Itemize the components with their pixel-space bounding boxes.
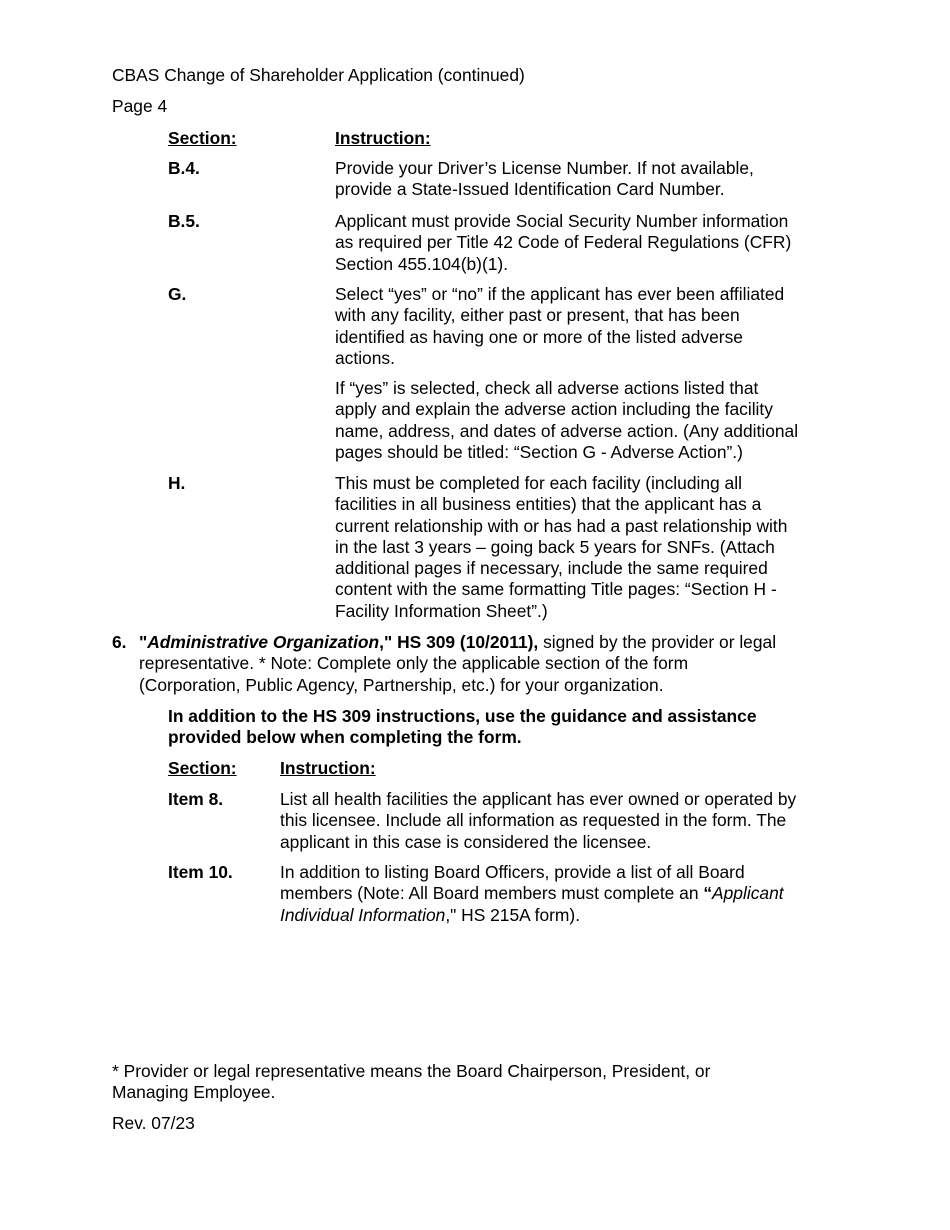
item-6-line3: (Corporation, Public Agency, Partnership, etc.) for your organization. [139, 674, 664, 695]
table1-instruction-g [335, 284, 784, 369]
table1-section-b4: B.4. [168, 158, 200, 178]
instruction-line: additional pages if necessary, include the same required [335, 558, 768, 579]
footnote-line: Managing Employee. [112, 1082, 276, 1103]
instruction-line: as required per Title 42 Code of Federal Regulations (CFR) [335, 232, 792, 253]
instruction-line: facilities in all business entities) that the applicant has a [335, 494, 762, 515]
instruction-line: name, address, and dates of adverse action. (Any additional [335, 420, 799, 441]
form-code: ," HS 309 (10/2011), [379, 632, 539, 652]
instruction-line: actions. [335, 347, 395, 368]
table2-instruction-header: Instruction: [280, 758, 376, 778]
instruction-line: This must be completed for each facility (including all [335, 473, 742, 493]
table2-item-10-label: Item 10. [168, 862, 233, 882]
item-10-line3-text: ," HS 215A form). [445, 904, 581, 925]
instruction-line: List all health facilities the applicant has ever owned or operated by [280, 789, 797, 809]
instruction-line: Select “yes” or “no” if the applicant has ever been affiliated [335, 284, 785, 304]
instruction-line: Facility Information Sheet”.) [335, 600, 548, 621]
form-name: Administrative Organization [147, 632, 380, 652]
instruction-line: apply and explain the adverse action including the facility [335, 399, 773, 420]
instruction-line: this licensee. Include all information as requested in the form. The [280, 810, 787, 831]
item-6-line2: representative. * Note: Complete only the applicable section of the form [139, 653, 689, 674]
item-6-line1 [139, 632, 776, 653]
instruction-line [280, 905, 784, 926]
table1-instruction-header: Instruction: [335, 128, 431, 148]
revision-date: Rev. 07/23 [112, 1113, 195, 1133]
instruction-line: In addition to listing Board Officers, provide a list of all Board [280, 862, 745, 882]
table1-instruction-h [335, 473, 787, 622]
guidance-line: provided below when completing the form. [168, 727, 522, 748]
table2-item-8-label: Item 8. [168, 789, 224, 809]
document-title: CBAS Change of Shareholder Application (continued) [112, 65, 525, 85]
table2-item-8-instruction [280, 789, 796, 853]
instruction-line: If “yes” is selected, check all adverse actions listed that [335, 378, 759, 398]
table1-instruction-g-continued [335, 378, 798, 463]
instruction-line: current relationship with or has had a past relationship with [335, 515, 788, 536]
table2-section-header: Section: [168, 758, 237, 778]
guidance-line: In addition to the HS 309 instructions, use the guidance and assistance [168, 706, 757, 726]
instruction-line: with any facility, either past or present, that has been [335, 305, 740, 326]
table1-instruction-b4 [335, 158, 754, 201]
instruction-line [280, 883, 784, 904]
footnote [112, 1061, 710, 1104]
table1-section-g: G. [168, 284, 187, 304]
quote-open: " [139, 632, 148, 652]
instruction-line: identified as having one or more of the listed adverse [335, 326, 743, 347]
table1-section-h: H. [168, 473, 186, 493]
instruction-line: pages should be titled: “Section G - Adverse Action”.) [335, 441, 743, 462]
instruction-line: Provide your Driver’s License Number. If not available, [335, 158, 754, 178]
guidance-text [168, 706, 757, 749]
instruction-line: content with the same formatting Title pages: “Section H - [335, 579, 777, 600]
instruction-line: applicant in this case is considered the licensee. [280, 831, 652, 852]
item-6-number: 6. [112, 632, 127, 652]
page-number: Page 4 [112, 96, 168, 116]
table2-item-10-instruction [280, 862, 784, 926]
item-10-quote: “ [703, 883, 713, 904]
table1-instruction-b5 [335, 211, 791, 275]
item-6-line1-rest: signed by the provider or legal [538, 632, 777, 652]
table1-section-b5: B.5. [168, 211, 200, 231]
instruction-line: Section 455.104(b)(1). [335, 253, 509, 274]
item-10-form-name-part2: Individual Information [280, 904, 446, 925]
item-6-text [139, 632, 776, 696]
instruction-line: in the last 3 years – going back 5 years for SNFs. (Attach [335, 536, 775, 557]
item-10-form-name-part1: Applicant [712, 883, 784, 904]
item-10-line2-text: members (Note: All Board members must complete an [280, 883, 704, 904]
instruction-line: Applicant must provide Social Security Number information [335, 211, 789, 231]
footnote-line: * Provider or legal representative means the Board Chairperson, President, or [112, 1061, 711, 1081]
instruction-line: provide a State-Issued Identification Card Number. [335, 179, 725, 200]
table1-section-header: Section: [168, 128, 237, 148]
